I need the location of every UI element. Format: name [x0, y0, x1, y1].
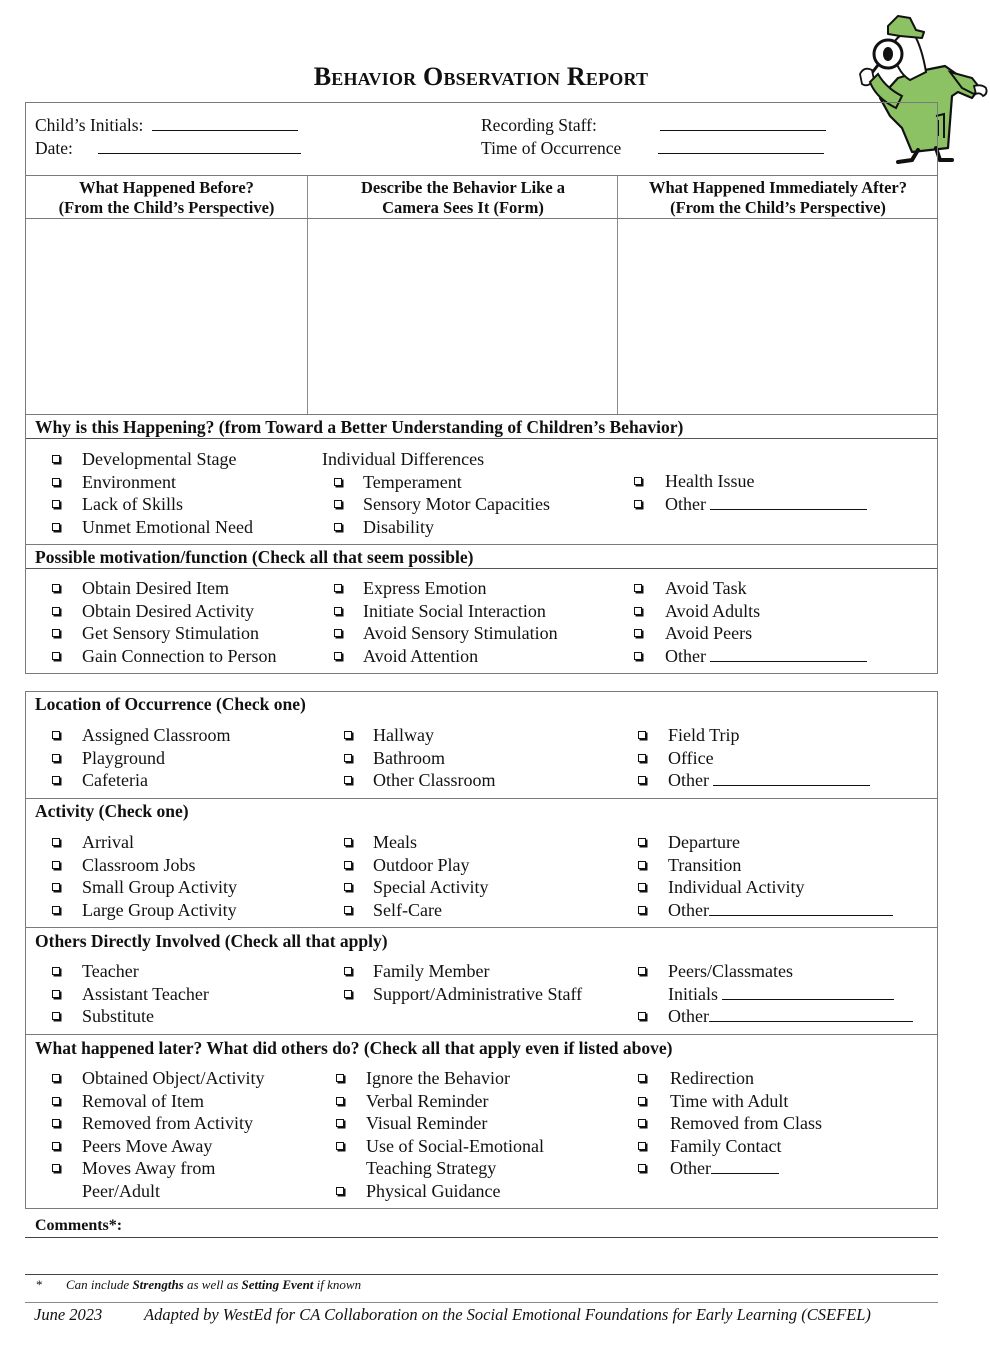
- date-label: Date:: [35, 138, 73, 158]
- abc-column-body: [26, 219, 937, 415]
- checkbox-icon[interactable]: [344, 883, 352, 891]
- checkbox-icon[interactable]: [52, 1119, 60, 1127]
- checkbox-icon[interactable]: [334, 652, 342, 660]
- childs-initials-label: Child’s Initials:: [35, 115, 144, 135]
- checkbox-icon[interactable]: [334, 523, 342, 531]
- later-other-input[interactable]: [711, 1158, 779, 1174]
- checkbox-icon[interactable]: [52, 1164, 60, 1172]
- footer-rule: [25, 1302, 938, 1303]
- checkbox-icon[interactable]: [638, 731, 646, 739]
- recording-staff-field[interactable]: [481, 115, 826, 136]
- motivation-heading: Possible motivation/function (Check all that seem possible): [26, 546, 937, 569]
- checkbox-icon[interactable]: [344, 731, 352, 739]
- time-of-occurrence-label: Time of Occurrence: [481, 138, 622, 158]
- comments-input[interactable]: [25, 1239, 938, 1274]
- activity-other-input[interactable]: [709, 900, 893, 916]
- checkbox-icon[interactable]: [638, 1119, 646, 1127]
- checkbox-icon[interactable]: [52, 754, 60, 762]
- why-heading: Why is this Happening? (from Toward a Better Understanding of Children’s Behavior): [26, 416, 937, 439]
- checkbox-icon[interactable]: [52, 838, 60, 846]
- checkbox-icon[interactable]: [638, 1164, 646, 1172]
- checkbox-icon[interactable]: [52, 629, 60, 637]
- checkbox-icon[interactable]: [52, 478, 60, 486]
- footer: [34, 1305, 871, 1325]
- checkbox-icon[interactable]: [52, 776, 60, 784]
- column-divider: [307, 219, 308, 414]
- checkbox-icon[interactable]: [52, 1097, 60, 1105]
- footer-credit: Adapted by WestEd for CA Collaboration on the Social Emotional Foundations for Early Learning (CSEFEL): [144, 1305, 871, 1324]
- checkbox-icon[interactable]: [336, 1074, 344, 1082]
- comments-bottom-rule: [25, 1274, 938, 1275]
- others-other-input[interactable]: [709, 1006, 913, 1022]
- comments-label: Comments*:: [35, 1217, 123, 1234]
- column-divider: [617, 176, 618, 218]
- checkbox-icon[interactable]: [52, 861, 60, 869]
- checkbox-icon[interactable]: [634, 629, 642, 637]
- context-box: Location of Occurrence (Check one) Assigned Classroom Playground Cafeteria Hallway Bathroom Other Classroom Field Trip Office Other Activity (Check one) Arrival Classroom Jobs Small Group Activity Large Group Activity Meals Outdoor Play Special Activity Self-Care Departure Transition Individual Activity Other Others Directly Involved (Check all that apply) Teacher Assistant Teacher Substitute Family Member Support/Administrative Staff Peers/Classmates Initials Other What happened later? What did others do? (Check all that apply even if listed above) Obtained Object/Activity Removal of Item Removed from Activity Peers Move Away Moves Away from Peer/Adult Ignore the Behavior Verbal Reminder Visual Reminder Use of Social-Emotional Teaching Strategy Physical Guidance Redirection Time with Adult Removed from Class Family Contact Other: [25, 691, 938, 1209]
- checkbox-icon[interactable]: [52, 967, 60, 975]
- checkbox-icon[interactable]: [638, 776, 646, 784]
- checkbox-icon[interactable]: [344, 838, 352, 846]
- footnote: * Can include Strengths as well as Setting Event if known: [36, 1277, 362, 1292]
- checkbox-icon[interactable]: [52, 731, 60, 739]
- abc-column-headers: [26, 176, 937, 219]
- section-divider: [26, 544, 937, 545]
- after-input-area[interactable]: [618, 219, 938, 414]
- motivation-other-input[interactable]: [710, 646, 867, 662]
- checkbox-icon[interactable]: [52, 1142, 60, 1150]
- checkbox-icon[interactable]: [52, 607, 60, 615]
- section-divider: [26, 798, 937, 799]
- checkbox-icon[interactable]: [634, 477, 642, 485]
- comments-field[interactable]: [25, 1217, 938, 1238]
- childs-initials-field[interactable]: [35, 115, 298, 136]
- checkbox-icon[interactable]: [344, 754, 352, 762]
- checkbox-icon[interactable]: [638, 1097, 646, 1105]
- peers-initials-input[interactable]: [722, 984, 894, 1000]
- checkbox-icon[interactable]: [336, 1142, 344, 1150]
- column-divider: [307, 176, 308, 218]
- others-heading: Others Directly Involved (Check all that apply): [35, 931, 388, 951]
- column-header-before: What Happened Before? (From the Child’s Perspective): [58, 178, 275, 217]
- checkbox-icon[interactable]: [52, 1012, 60, 1020]
- checkbox-icon[interactable]: [334, 629, 342, 637]
- column-header-after: What Happened Immediately After? (From the Child’s Perspective): [648, 178, 908, 217]
- checkbox-icon[interactable]: [638, 967, 646, 975]
- checkbox-icon[interactable]: [52, 523, 60, 531]
- header-info: [26, 103, 937, 176]
- checkbox-icon[interactable]: [334, 584, 342, 592]
- behavior-input-area[interactable]: [308, 219, 617, 414]
- checkbox-icon[interactable]: [634, 607, 642, 615]
- checkbox-icon[interactable]: [344, 906, 352, 914]
- time-of-occurrence-field[interactable]: [481, 138, 824, 159]
- column-header-behavior: Describe the Behavior Like a Camera Sees It (Form): [360, 178, 566, 217]
- why-other-input[interactable]: [710, 494, 867, 510]
- checkbox-icon[interactable]: [344, 967, 352, 975]
- section-divider: [26, 1034, 937, 1035]
- checkbox-icon[interactable]: [334, 500, 342, 508]
- page-title: Behavior Observation Report: [313, 62, 649, 91]
- checkbox-icon[interactable]: [344, 776, 352, 784]
- checkbox-icon[interactable]: [344, 861, 352, 869]
- checkbox-icon[interactable]: [638, 1012, 646, 1020]
- recording-staff-input[interactable]: [660, 117, 826, 131]
- date-input[interactable]: [98, 140, 301, 154]
- recording-staff-label: Recording Staff:: [481, 115, 597, 135]
- checkbox-icon[interactable]: [336, 1119, 344, 1127]
- checkbox-icon[interactable]: [638, 861, 646, 869]
- checkbox-icon[interactable]: [638, 1142, 646, 1150]
- checkbox-icon[interactable]: [634, 500, 642, 508]
- activity-heading: Activity (Check one): [35, 801, 189, 821]
- checkbox-icon[interactable]: [336, 1097, 344, 1105]
- checkbox-icon[interactable]: [52, 584, 60, 592]
- checkbox-icon[interactable]: [336, 1187, 344, 1195]
- checkbox-icon[interactable]: [638, 906, 646, 914]
- footer-date: June 2023: [34, 1305, 103, 1324]
- checkbox-icon[interactable]: [52, 906, 60, 914]
- checkbox-icon[interactable]: [638, 838, 646, 846]
- checkbox-icon[interactable]: [634, 584, 642, 592]
- section-divider: [26, 927, 937, 928]
- location-heading: Location of Occurrence (Check one): [35, 694, 306, 714]
- checkbox-icon[interactable]: [52, 1074, 60, 1082]
- checkbox-icon[interactable]: [634, 652, 642, 660]
- checkbox-icon[interactable]: [52, 500, 60, 508]
- before-input-area[interactable]: [26, 219, 307, 414]
- date-field[interactable]: [35, 138, 301, 159]
- checkbox-icon[interactable]: [334, 607, 342, 615]
- checkbox-icon[interactable]: [52, 455, 60, 463]
- checkbox-icon[interactable]: [52, 652, 60, 660]
- time-of-occurrence-input[interactable]: [658, 140, 824, 154]
- checkbox-icon[interactable]: [638, 754, 646, 762]
- childs-initials-input[interactable]: [152, 117, 298, 131]
- checkbox-icon[interactable]: [638, 883, 646, 891]
- checkbox-icon[interactable]: [334, 478, 342, 486]
- later-heading: What happened later? What did others do? (Check all that apply even if listed above): [35, 1038, 673, 1058]
- checkbox-icon[interactable]: [52, 883, 60, 891]
- observation-box: Child’s Initials: Date: Recording Staff: Time of Occurrence What Happened Before? (From the Child’s Perspective) Describe the Behavior Like a Camera Sees It (Form) What Happened Immediately After? (From the Child’s Perspective) Why is this Happening? (from Toward a Better Understanding of Children’s Behavior) Developmental Stage Environment Lack of Skills Unmet Emotional Need Individual Differences Temperament Sensory Motor Capacities Disability Health Issue Other Possible motivation/function (Check all that seem possible) Obtain Desired Item Obtain Desired Activity Get Sensory Stimulation Gain Connection to Person Express Emotion Initiate Social Interaction Avoid Sensory Stimulation Avoid Attention Avoid Task Avoid Adults Avoid Peers Other: [25, 102, 938, 674]
- checkbox-icon[interactable]: [52, 990, 60, 998]
- column-divider: [617, 219, 618, 414]
- checkbox-icon[interactable]: [638, 1074, 646, 1082]
- location-other-input[interactable]: [713, 770, 870, 786]
- checkbox-icon[interactable]: [344, 990, 352, 998]
